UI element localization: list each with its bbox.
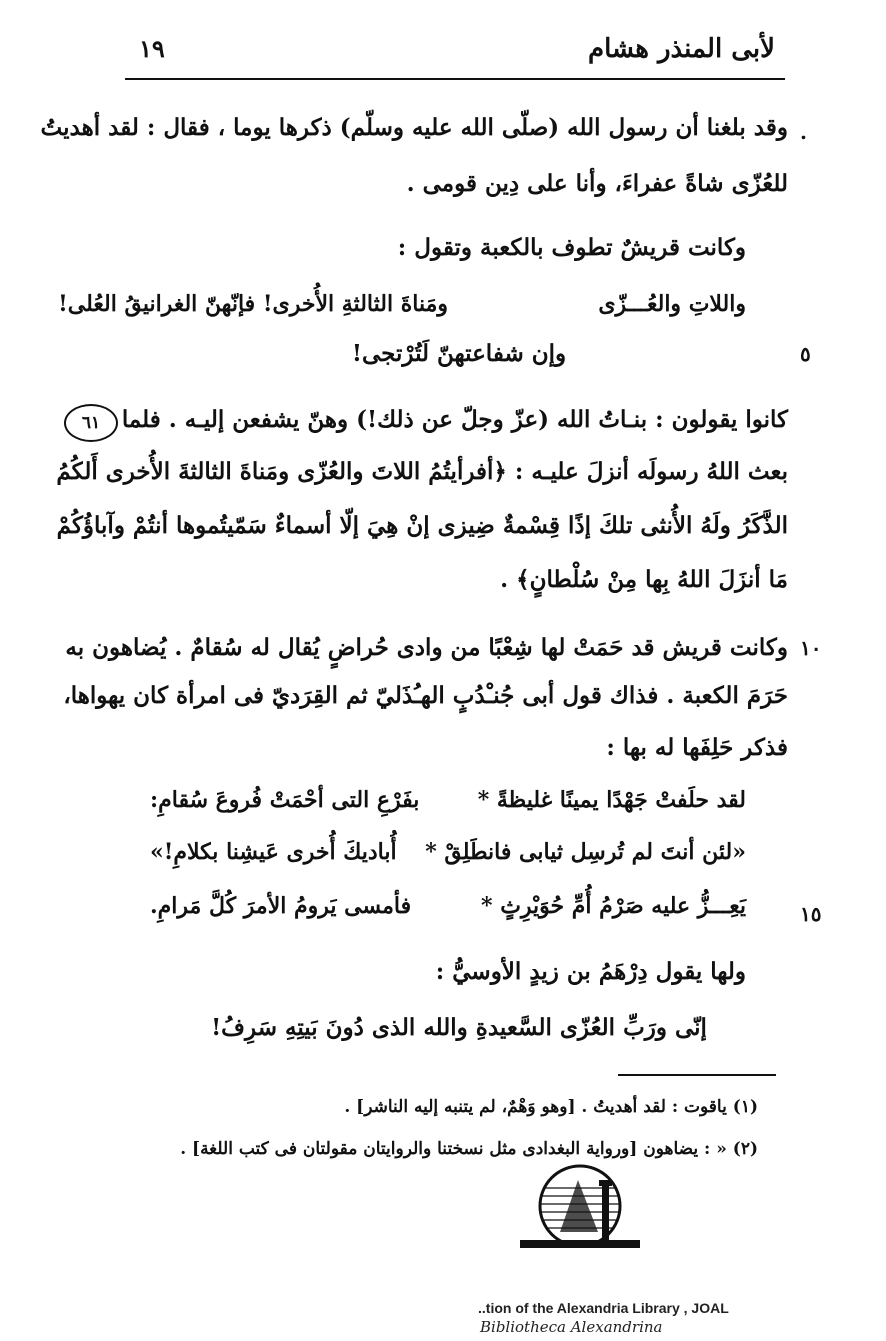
original-page-marker: ٦١ xyxy=(64,404,118,442)
margin-line-number-10: ١٠ xyxy=(800,636,822,660)
verse-line xyxy=(58,284,746,324)
page-number: ١٩ xyxy=(139,34,165,63)
verse-first-hemistich: لقد حلَفتْ جَهْدًا يمينًا غليظةً * xyxy=(477,787,746,813)
stamp-signature: Bibliotheca Alexandrina xyxy=(480,1318,663,1336)
header-rule xyxy=(125,78,785,80)
margin-line-number-15: ١٥ xyxy=(800,902,822,926)
verse-second-hemistich: أُباديكَ أُخرى عَيشِنا بكلامِ!» xyxy=(150,839,397,865)
text-line: ولها يقول دِرْهَمُ بن زيدٍ الأوسيُّ : xyxy=(435,958,746,985)
text-line: وكانت قريشٌ تطوف بالكعبة وتقول : xyxy=(397,234,746,261)
library-stamp-icon xyxy=(520,1162,640,1252)
text-line: للعُزّى شاةً عفراءَ، وأنا على دِين قومى . xyxy=(406,170,788,197)
stamp-caption: ..tion of the Alexandria Library , JOAL xyxy=(478,1300,729,1316)
verse-line: إنّى ورَبِّ العُزّى السَّعيدةِ والله الذى دُونَ بَيتِهِ سَرِفُ! xyxy=(211,1014,707,1041)
verse-line xyxy=(150,832,746,872)
footnote-rule xyxy=(618,1074,776,1076)
text-line: وكانت قريش قد حَمَتْ لها شِعْبًا من وادى حُراضٍ يُقال له سُقامٌ . يُضاهون به xyxy=(65,634,788,661)
footnote: (٢) « : يضاهون [ورواية البغدادى مثل نسختنا والروايتان مقولتان فى كتب اللغة] . xyxy=(180,1139,758,1159)
margin-dot: . xyxy=(800,120,807,144)
verse-line xyxy=(150,780,746,820)
verse-line xyxy=(150,886,746,926)
footnote: (١) ياقوت : لقد أهديتُ . [وهو وَهْمٌ، لم يتنبه إليه الناشر] . xyxy=(344,1097,758,1117)
verse-second-hemistich: فأمسى يَرومُ الأمرَ كُلَّ مَرامِ. xyxy=(150,893,412,919)
margin-line-number-5: ٥ xyxy=(800,342,811,366)
text-line: كانوا يقولون : بنـاتُ الله (عزّ وجلّ عن ذلك!) وهنّ يشفعن إليـه . فلما xyxy=(121,406,788,433)
verse-second-hemistich: بفَرْعِ التى أحْمَتْ فُروعَ سُقامِ: xyxy=(150,787,420,813)
verse-line: وإن شفاعتهنّ لَتُرْتجى! xyxy=(351,340,567,367)
text-line: وقد بلغنا أن رسول الله (صلّى الله عليه وسلّم) ذكرها يوما ، فقال : لقد أهديتُ xyxy=(40,114,788,141)
verse-first-hemistich: يَعِـــزُّ عليه صَرْمُ أُمِّ حُوَيْرِثٍ * xyxy=(481,893,746,919)
text-line: الذَّكَرُ ولَهُ الأُنثى تلكَ إذًا قِسْمةٌ ضِيزى إنْ هِيَ إلّا أسماءٌ سَمّيتُموها أنتُمْ وآباؤُكُمْ xyxy=(56,512,788,539)
text-line: مَا أنزَلَ اللهُ بِها مِنْ سُلْطانٍ﴾ . xyxy=(500,566,788,593)
page-header xyxy=(125,30,785,80)
text-line: بعث اللهُ رسولَه أنزلَ عليـه : ﴿أفرأيتُمُ اللاتَ والعُزّى ومَناةَ الثالثةَ الأُخرى أَلكُمُ xyxy=(56,458,788,485)
verse-second-hemistich: ومَناةَ الثالثةِ الأُخرى! فإنّهنّ الغرانيقُ العُلى! xyxy=(58,291,448,317)
text-line: فذكر حَلِفَها له بها : xyxy=(606,734,788,761)
text-line: حَرَمَ الكعبة . فذاك قول أبى جُنـْدُبٍ الهـُذَليّ ثم القِرَديّ فى امرأة كان يهواها، xyxy=(63,682,788,709)
verse-first-hemistich: «لئن أنتَ لم تُرسِل ثيابى فانطَلِقْ * xyxy=(425,839,746,865)
verse-first-hemistich: واللاتِ والعُـــزّى xyxy=(598,291,746,317)
running-title: لأبى المنذر هشام xyxy=(588,34,775,64)
